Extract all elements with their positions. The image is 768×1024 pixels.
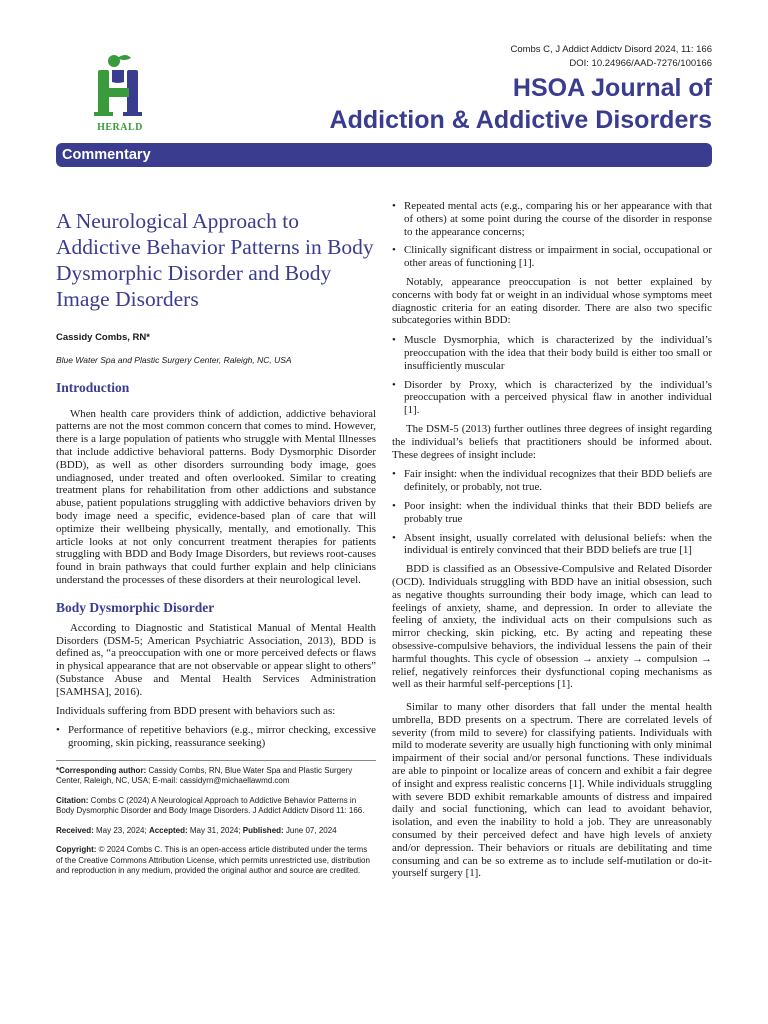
citation-header xyxy=(510,43,712,71)
list-item: • Absent insight, usually correlated with delusional beliefs: when the individual is entirely convinced that their BDD beliefs are true [1] xyxy=(392,532,712,558)
journal-title xyxy=(330,72,712,136)
citation-line: Combs C, J Addict Addictv Disord 2024, 11: 166 xyxy=(510,44,712,55)
list-item: • Repeated mental acts (e.g., comparing his or her appearance with that of others) at some point during the course of the disorder in response to the appearance concerns; xyxy=(392,200,712,238)
article-type-banner: Commentary xyxy=(56,143,712,167)
list-item: • Fair insight: when the individual recognizes that their BDD beliefs are definitely, or probably, not true. xyxy=(392,468,712,494)
text: Cassidy Combs, RN, Blue Water Spa and Plastic Surgery Center, Raleigh, NC, USA; E-mail: cassidyrn@michaellawmd.com xyxy=(56,765,353,786)
section-heading-bdd: Body Dysmorphic Disorder xyxy=(56,599,215,615)
right-column xyxy=(392,200,712,880)
text: May 23, 2024; xyxy=(93,825,149,835)
label: Received: xyxy=(56,825,94,835)
article-title: A Neurological Approach to Addictive Behavior Patterns in Body Dysmorphic Disorder and Body Image Disorders xyxy=(56,209,374,311)
logo-text: HERALD xyxy=(97,122,143,133)
text: © 2024 Combs C. This is an open-access article distributed under the terms of the Creative Commons Attribution License, which permits unrestricted use, distribution and reproduction in any medium, provided the original author and source are credited. xyxy=(56,845,370,876)
herald-logo xyxy=(84,52,156,134)
label: Citation: xyxy=(56,795,89,805)
bullet-list xyxy=(392,334,712,417)
list-item: • Muscle Dysmorphia, which is characterized by the individual’s preoccupation with the idea that their body build is either too small or insufficiently muscular xyxy=(392,334,712,372)
bullet-list xyxy=(392,468,712,557)
journal-title-line2: Addiction & Addictive Disorders xyxy=(329,106,712,134)
corresponding-author-note xyxy=(56,760,376,787)
label: *Corresponding author: xyxy=(56,765,147,775)
dates-note xyxy=(56,826,376,837)
copyright-note xyxy=(56,845,376,877)
author-affiliation: Blue Water Spa and Plastic Surgery Center, Raleigh, NC, USA xyxy=(56,354,292,365)
list-item: • Performance of repetitive behaviors (e.g., mirror checking, excessive grooming, skin picking, reassurance seeking) xyxy=(56,724,376,750)
section-heading-introduction: Introduction xyxy=(56,379,130,395)
label: Copyright: xyxy=(56,845,97,855)
bullet-list xyxy=(56,724,376,750)
list-item: • Poor insight: when the individual thinks that their BDD beliefs are probably true xyxy=(392,500,712,526)
text: June 07, 2024 xyxy=(283,825,337,835)
paragraph: When health care providers think of addiction, addictive behavioral patterns are not the most common concern that comes to mind. However, there is a large population of patients who struggle with Mental Illnesses that include addictive behavioral patterns. Body Dysmorphic Disorder (BDD), as well as other disorders surrounding body image, goes undiagnosed, under treated and often overlooked. Similar to creating treatment plans for rehabilitation from other addictions and substance abuse, patient populations struggling with addictive behaviors driven by body image need a specific, evidence-based plan of care that will optimize their wellbeing physically, mentally, and emotionally. This article looks at not only concurrent treatment therapies for patients struggling with BDD and Body Image Disorders, but reviews root-causes found in brain pathways that could further explain and help clinicians understand the processes of these disorders at their neurological level. xyxy=(56,407,377,586)
text: May 31, 2024; xyxy=(187,825,243,835)
text: Combs C (2024) A Neurological Approach to Addictive Behavior Patterns in Body Dysmorphic Disorder and Body Image Disorders. J Addict Addictv Disord 11: 166. xyxy=(56,795,365,816)
paragraph: According to Diagnostic and Statistical Manual of Mental Health Disorders (DSM-5; American Psychiatric Association, 2013), BDD is defined as, “a preoccupation with one or more perceived defects or flaws in physical appearance that are not observable or appear slight to others” (Substance Abuse and Mental Health Services Administration [SAMHSA], 2016). xyxy=(56,621,376,698)
paragraph: Individuals suffering from BDD present with behaviors such as: xyxy=(56,704,336,717)
footnotes xyxy=(56,760,376,877)
paragraph: Similar to many other disorders that fall under the mental health umbrella, BDD presents on a spectrum. There are correlated levels of severity (from mild to severe) for classifying patients. Individuals with mild to moderate severity are usually high functioning with only minimal impairment of their social and/or personal functions. These individuals are able to pinpoint or localize areas of concern and exhibit a fair degree of insight and express realistic concerns [1]. While individuals struggling with severe BDD exhibit remarkable amounts of distress and impaired daily and social functioning, which can lead to avoidant behavior, isolation, and even the inability to hold a job. They are unreasonably consumed by their perceived defect and have high levels of anxiety and/or depression. Their behaviors or rituals are debilitating and time consuming and can be so extreme as to include self-mutilation or do-it-yourself surgery [1]. xyxy=(392,701,713,880)
doi-line: DOI: 10.24966/AAD-7276/100166 xyxy=(569,58,712,69)
label: Accepted: xyxy=(148,825,188,835)
author-name: Cassidy Combs, RN* xyxy=(56,332,150,343)
list-item: • Disorder by Proxy, which is characterized by the individual’s preoccupation with a perceived physical flaw in another individual [1]. xyxy=(392,379,712,417)
paragraph: Notably, appearance preoccupation is not better explained by concerns with body fat or weight in an individual whose symptoms meet diagnostic criteria for an eating disorder. There are also two specific subcategories within BDD: xyxy=(392,275,712,327)
herald-logo-icon xyxy=(84,52,156,134)
paragraph: BDD is classified as an Obsessive-Compulsive and Related Disorder (OCD). Individuals struggling with BDD have an initial obsession, such as negative thoughts surrounding their body image, which can lead to feelings of anxiety, shame, and depression. In order to alleviate the feeling of anxiety, the individual acts on their compulsions such as mirror checking, skin picking, etc. By acting and repeating these obsessive-compulsive behaviors, the individual lessens the pain of their harmful thoughts. This cycle of obsession → anxiety → compulsion → relief, negatively reinforces their dysfunctional coping mechanisms as well as their harmful self-perceptions [1]. xyxy=(392,563,712,691)
journal-title-line1: HSOA Journal of xyxy=(512,74,712,102)
bullet-list xyxy=(392,200,712,270)
left-column xyxy=(56,196,376,886)
list-item: • Clinically significant distress or impairment in social, occupational or other areas of functioning [1]. xyxy=(392,244,712,270)
label: Published: xyxy=(242,825,284,835)
paragraph: The DSM-5 (2013) further outlines three degrees of insight regarding the individual’s beliefs that practitioners should be informed about. These degrees of insight include: xyxy=(392,422,712,461)
citation-note xyxy=(56,796,376,817)
